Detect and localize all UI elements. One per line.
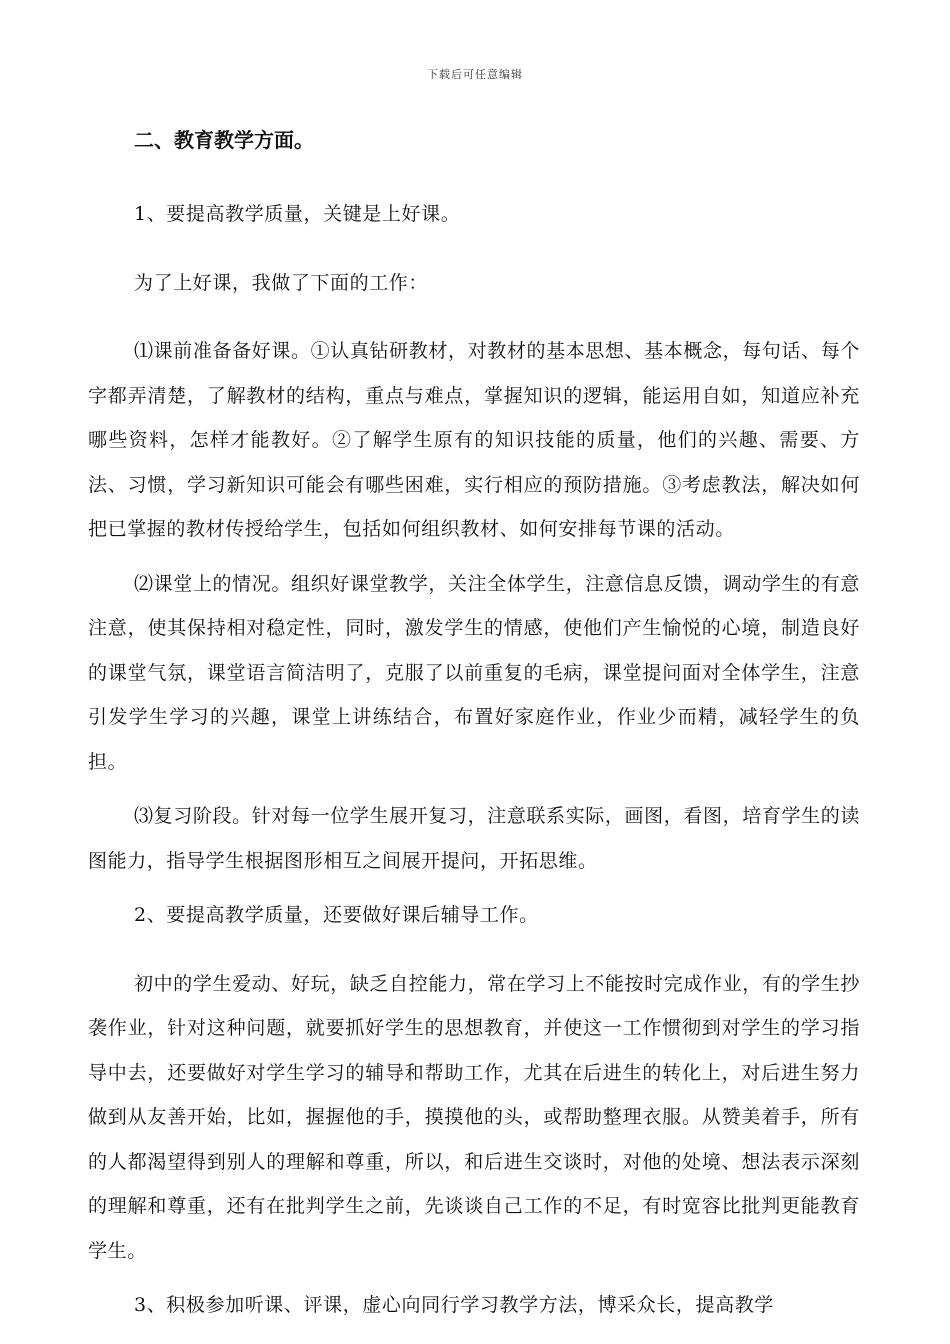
- header-note: 下载后可任意编辑: [427, 68, 523, 81]
- paragraph-8: 3、积极参加听课、评课，虚心向同行学习教学方法，博采众长，提高教学: [134, 1294, 774, 1316]
- paragraph-3: ⑴课前准备备好课。①认真钻研教材，对教材的基本思想、基本概念，每句话、每个字都弄清楚，了解教材的结构，重点与难点，掌握知识的逻辑，能运用自如，知道应补充哪些资料，怎样才能教好。②了解学生原有的知识技能的质量，他们的兴趣、需要、方法、习惯，学习新知识可能会有哪些困难，实行相应的预防措施。③考虑教法，解决如何把已掌握的教材传授给学生，包括如何组织教材、如何安排每节课的活动。: [88, 340, 860, 540]
- section-heading: 二、教育教学方面。: [134, 128, 314, 152]
- paragraph-7: 初中的学生爱动、好玩，缺乏自控能力，常在学习上不能按时完成作业，有的学生抄袭作业，针对这种问题，就要抓好学生的思想教育，并使这一工作惯彻到对学生的学习指导中去，还要做好对学生学习的辅导和帮助工作，尤其在后进生的转化上，对后进生努力做到从友善开始，比如，握握他的手，摸摸他的头，或帮助整理衣服。从赞美着手，所有的人都渴望得到别人的理解和尊重，所以，和后进生交谈时，对他的处境、想法表示深刻的理解和尊重，还有在批判学生之前，先谈谈自己工作的不足，有时宽容比批判更能教育学生。: [88, 972, 860, 1262]
- paragraph-4: ⑵课堂上的情况。组织好课堂教学，关注全体学生，注意信息反馈，调动学生的有意注意，使其保持相对稳定性，同时，激发学生的情感，使他们产生愉悦的心境，制造良好的课堂气氛，课堂语言简洁明了，克服了以前重复的毛病，课堂提问面对全体学生，注意引发学生学习的兴趣，课堂上讲练结合，布置好家庭作业，作业少而精，减轻学生的负担。: [88, 572, 860, 773]
- document-body: [88, 118, 860, 1338]
- paragraph-1: 1、要提高教学质量，关键是上好课。: [134, 203, 461, 225]
- paragraph-2: 为了上好课，我做了下面的工作：: [134, 271, 429, 294]
- paragraph-6: 2、要提高教学质量，还要做好课后辅导工作。: [134, 904, 539, 926]
- paragraph-5: ⑶复习阶段。针对每一位学生展开复习，注意联系实际，画图，看图，培育学生的读图能力，指导学生根据图形相互之间展开提问，开拓思维。: [88, 805, 860, 872]
